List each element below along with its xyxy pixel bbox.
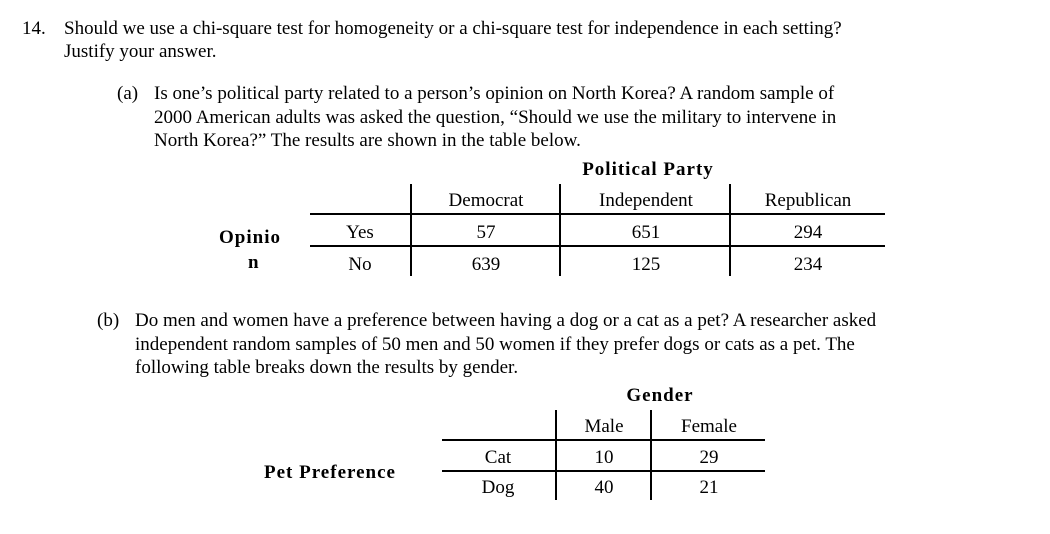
table-a-cell: 651	[631, 222, 661, 243]
table-b-header-male: Male	[584, 416, 624, 437]
table-a-rule	[310, 245, 885, 247]
table-b-cell: 10	[594, 447, 614, 468]
table-b-column-title: Gender	[626, 385, 694, 406]
table-b-cell: 29	[699, 447, 719, 468]
table-a-header-democrat: Democrat	[448, 190, 524, 211]
part-a-line-2: 2000 American adults was asked the question, “Should we use the military to intervene in	[154, 107, 837, 128]
table-b-row-title: Pet Preference	[264, 462, 396, 483]
table-b-divider	[650, 410, 652, 500]
table-a-divider	[410, 184, 412, 276]
question-number: 14.	[22, 18, 46, 39]
part-b-line-2: independent random samples of 50 men and 50 women if they prefer dogs or cats as a pet. The	[135, 334, 855, 355]
table-a-row-label-yes: Yes	[346, 222, 374, 243]
table-a-row-title-line-1: Opinio	[219, 227, 281, 248]
table-a-cell: 57	[476, 222, 496, 243]
table-a-row-title-line-2: n	[248, 252, 260, 273]
table-b-rule	[442, 470, 765, 472]
table-b-row-label-cat: Cat	[484, 447, 512, 468]
table-b-divider	[555, 410, 557, 500]
table-a-cell: 125	[631, 254, 661, 275]
part-a-line-1: Is one’s political party related to a person’s opinion on North Korea? A random sample of	[154, 83, 835, 104]
part-b-label: (b)	[97, 310, 120, 331]
table-a-divider	[559, 184, 561, 276]
table-b-header-female: Female	[681, 416, 737, 437]
table-b-row-label-dog: Dog	[481, 477, 515, 498]
part-a-line-3: North Korea?” The results are shown in the table below.	[154, 130, 581, 151]
table-a-column-title: Political Party	[582, 159, 714, 180]
table-a-cell: 639	[471, 254, 501, 275]
table-a-header-republican: Republican	[764, 190, 852, 211]
part-a-label: (a)	[117, 83, 139, 104]
question-text-line-1: Should we use a chi-square test for homogeneity or a chi-square test for independence in each setting?	[64, 18, 842, 39]
table-b-cell: 40	[594, 477, 614, 498]
question-text-line-2: Justify your answer.	[64, 41, 217, 62]
table-a-header-independent: Independent	[599, 190, 693, 211]
part-b-line-1: Do men and women have a preference between having a dog or a cat as a pet? A researcher asked	[135, 310, 877, 331]
table-b-rule	[442, 439, 765, 441]
table-a-rule	[310, 213, 885, 215]
table-a-cell: 234	[793, 254, 823, 275]
table-a-row-label-no: No	[348, 254, 372, 275]
part-b-line-3: following table breaks down the results by gender.	[135, 357, 519, 378]
table-a-divider	[729, 184, 731, 276]
table-a-cell: 294	[793, 222, 823, 243]
table-b-cell: 21	[699, 477, 719, 498]
